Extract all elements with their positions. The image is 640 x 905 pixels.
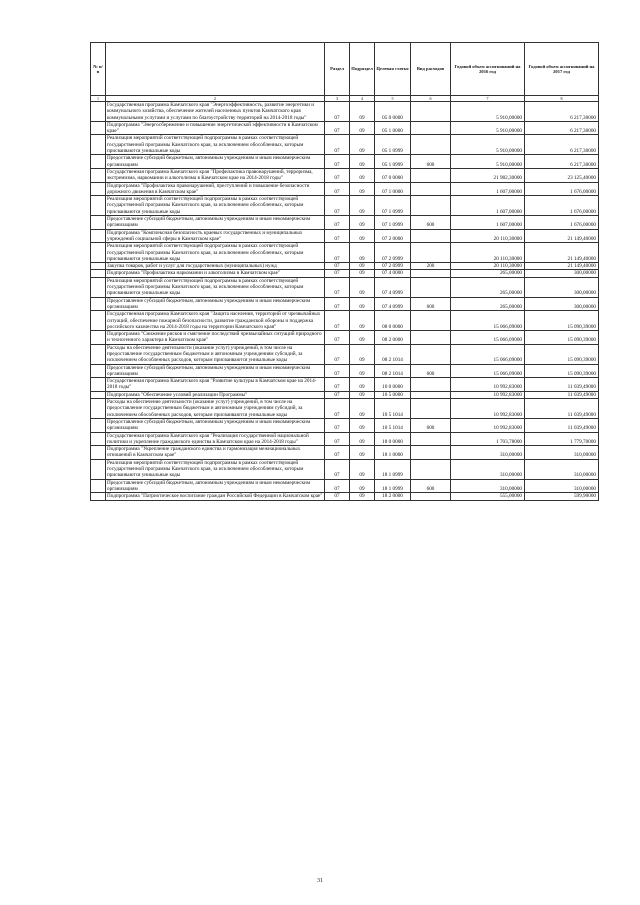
row-razdel: 07 [325, 182, 350, 196]
row-name: Реализация мероприятий соответствующей подпрограммы в рамках соответствующей государственной программы Камчатского края, за исключением обособленных, которым присваиваются уникальные коды [106, 277, 325, 297]
row-podrazdel: 09 [350, 229, 375, 243]
row-name: Предоставление субсидий бюджетным, автономным учреждениям и иным некоммерческим организациям [106, 216, 325, 230]
row-num-cell [91, 344, 106, 364]
table-row [91, 364, 599, 378]
row-podrazdel: 09 [350, 418, 375, 432]
row-csr: 07 2 0000 [375, 229, 411, 243]
row-vr [411, 459, 451, 479]
row-2016: 265,00000 [451, 297, 525, 311]
header-csr: Целевая статья [375, 43, 411, 96]
row-csr: 10 5 1014 [375, 399, 411, 419]
header-num: № п/п [91, 43, 106, 96]
row-razdel: 07 [325, 378, 350, 392]
row-2017: 6 217,30000 [525, 135, 599, 155]
colnum: 1 [91, 96, 106, 102]
row-name: Предоставление субсидий бюджетным, автономным учреждениям и иным некоммерческим организациям [106, 479, 325, 493]
row-2016: 15 066,09000 [451, 311, 525, 331]
row-2016: 20 110,30000 [451, 229, 525, 243]
row-vr [411, 135, 451, 155]
row-csr: 05 1 0999 [375, 135, 411, 155]
row-num-cell [91, 297, 106, 311]
row-2016: 1 703,78000 [451, 432, 525, 446]
row-name: Подпрограмма "Комплексная безопасность краевых государственных и муниципальных учреждений социальной сферы в Камчатском крае" [106, 229, 325, 243]
row-podrazdel: 09 [350, 182, 375, 196]
colnum: 7 [451, 96, 525, 102]
row-2017: 21 149,40000 [525, 263, 599, 270]
row-num-cell [91, 418, 106, 432]
table-row [91, 493, 599, 500]
row-num-cell [91, 391, 106, 398]
row-2016: 10 992,83000 [451, 399, 525, 419]
row-razdel: 07 [325, 446, 350, 460]
row-2017: 15 090,39000 [525, 331, 599, 345]
header-2016: Годовой объем ассигнований на 2016 год [451, 43, 525, 96]
row-name: Подпрограмма "Энергосбережение и повышение энергетической эффективности в Камчатском крае" [106, 121, 325, 135]
row-csr: 07 4 0999 [375, 297, 411, 311]
row-podrazdel: 09 [350, 364, 375, 378]
row-podrazdel: 09 [350, 263, 375, 270]
row-csr: 10 0 0000 [375, 378, 411, 392]
row-2016: 10 992,83000 [451, 378, 525, 392]
row-2016: 1 607,00000 [451, 182, 525, 196]
row-num-cell [91, 135, 106, 155]
row-razdel: 07 [325, 270, 350, 277]
row-csr: 18 1 0999 [375, 459, 411, 479]
table-row [91, 168, 599, 182]
row-razdel: 07 [325, 297, 350, 311]
row-csr: 07 1 0000 [375, 182, 411, 196]
row-2016: 310,00000 [451, 479, 525, 493]
row-num-cell [91, 270, 106, 277]
table-header-row [91, 43, 599, 96]
row-name: Предоставление субсидий бюджетным, автономным учреждениям и иным некоммерческим организациям [106, 418, 325, 432]
row-2016: 310,00000 [451, 446, 525, 460]
row-num-cell [91, 364, 106, 378]
row-num-cell [91, 182, 106, 196]
row-razdel: 07 [325, 311, 350, 331]
table-row [91, 391, 599, 398]
row-razdel: 07 [325, 364, 350, 378]
row-razdel: 07 [325, 432, 350, 446]
row-vr [411, 391, 451, 398]
row-name: Предоставление субсидий бюджетным, автономным учреждениям и иным некоммерческим организациям [106, 297, 325, 311]
row-name: Расходы на обеспечение деятельности (оказание услуг) учреждений, в том числе на предоставление государственным бюджетным и автономным учреждениям субсидий, за исключением обособленных расходов, которым присваиваются уникальные коды [106, 344, 325, 364]
row-vr: 600 [411, 479, 451, 493]
row-vr: 600 [411, 297, 451, 311]
row-vr [411, 331, 451, 345]
row-2016: 20 110,30000 [451, 263, 525, 270]
row-2017: 21 149,40000 [525, 229, 599, 243]
row-name: Государственная программа Камчатского края "Развитие культуры в Камчатском крае на 2014-2018 годы" [106, 378, 325, 392]
row-num-cell [91, 229, 106, 243]
colnum: 3 [325, 96, 350, 102]
table-row [91, 446, 599, 460]
row-name: Закупка товаров, работ и услуг для государственных (муниципальных) нужд [106, 263, 325, 270]
row-name: Подпрограмма "Профилактика наркомании и алкоголизма в Камчатском крае" [106, 270, 325, 277]
colnum: 4 [350, 96, 375, 102]
row-2016: 5 910,00000 [451, 135, 525, 155]
row-2016: 15 066,09000 [451, 344, 525, 364]
row-name: Реализация мероприятий соответствующей подпрограммы в рамках соответствующей государственной программы Камчатского края, за исключением обособленных, которым присваиваются уникальные коды [106, 196, 325, 216]
row-name: Подпрограмма "Укрепление гражданского единства и гармонизация межнациональных отношений в Камчатском крае" [106, 446, 325, 460]
row-podrazdel: 09 [350, 135, 375, 155]
row-razdel: 07 [325, 216, 350, 230]
row-razdel: 07 [325, 229, 350, 243]
row-2016: 5 910,00000 [451, 102, 525, 122]
row-num-cell [91, 378, 106, 392]
table-row [91, 135, 599, 155]
row-csr: 08 0 0000 [375, 311, 411, 331]
table-row [91, 243, 599, 263]
page-number: 31 [317, 878, 323, 884]
row-csr: 07 0 0000 [375, 168, 411, 182]
row-2017: 15 090,39000 [525, 364, 599, 378]
row-2016: 15 066,09000 [451, 331, 525, 345]
row-num-cell [91, 277, 106, 297]
row-2017: 15 090,39000 [525, 311, 599, 331]
row-podrazdel: 09 [350, 270, 375, 277]
row-2016: 21 982,30000 [451, 168, 525, 182]
row-2016: 10 992,83000 [451, 418, 525, 432]
row-podrazdel: 09 [350, 446, 375, 460]
row-csr: 07 4 0000 [375, 270, 411, 277]
row-2017: 11 039,49000 [525, 399, 599, 419]
colnum: 2 [106, 96, 325, 102]
row-csr: 08 2 1014 [375, 364, 411, 378]
row-razdel: 07 [325, 155, 350, 169]
row-num-cell [91, 216, 106, 230]
row-csr: 18 1 0000 [375, 446, 411, 460]
table-row [91, 311, 599, 331]
row-podrazdel: 09 [350, 168, 375, 182]
row-2016: 15 066,09000 [451, 364, 525, 378]
row-name: Подпрограмма "Обеспечение условий реализации Программы" [106, 391, 325, 398]
row-podrazdel: 09 [350, 311, 375, 331]
budget-table [90, 42, 599, 501]
row-podrazdel: 09 [350, 432, 375, 446]
row-csr: 08 2 1014 [375, 344, 411, 364]
row-vr [411, 243, 451, 263]
row-name: Подпрограмма "Снижение рисков и смягчение последствий чрезвычайных ситуаций природного и техногенного характера в Камчатском крае" [106, 331, 325, 345]
row-2017: 6 217,30000 [525, 155, 599, 169]
table-row [91, 418, 599, 432]
row-razdel: 07 [325, 263, 350, 270]
row-name: Государственная программа Камчатского края "Профилактика правонарушений, терроризма, экстремизма, наркомании и алкоголизма в Камчатском крае на 2014-2018 годы" [106, 168, 325, 182]
row-2016: 5 910,00000 [451, 121, 525, 135]
row-name: Государственная программа Камчатского края "Реализация государственной национальной политики и укрепление гражданского единства в Камчатском крае на 2014-2018 годы" [106, 432, 325, 446]
row-podrazdel: 09 [350, 216, 375, 230]
row-name: Реализация мероприятий соответствующей подпрограммы в рамках соответствующей государственной программы Камчатского края, за исключением обособленных, которым присваиваются уникальные коды [106, 243, 325, 263]
row-2016: 555,00000 [451, 493, 525, 500]
row-2017: 310,00000 [525, 479, 599, 493]
row-podrazdel: 09 [350, 102, 375, 122]
colnum: 8 [525, 96, 599, 102]
row-vr: 600 [411, 155, 451, 169]
row-num-cell [91, 446, 106, 460]
row-vr [411, 121, 451, 135]
row-name: Реализация мероприятий соответствующей подпрограммы в рамках соответствующей государственной программы Камчатского края, за исключением обособленных, которым присваиваются уникальные коды [106, 459, 325, 479]
row-num-cell [91, 399, 106, 419]
row-podrazdel: 09 [350, 391, 375, 398]
table-row [91, 216, 599, 230]
row-vr: 600 [411, 418, 451, 432]
row-razdel: 07 [325, 196, 350, 216]
row-razdel: 07 [325, 493, 350, 500]
row-2017: 1 779,70000 [525, 432, 599, 446]
table-row [91, 102, 599, 122]
table-row [91, 432, 599, 446]
row-name: Государственная программа Камчатского края "Энергоэффективность, развитие энергетики и коммунального хозяйства, обеспечение жителей населенных пунктов Камчатского края коммунальными услугами и услугами по благоустройству территорий на 2014-2018 годы" [106, 102, 325, 122]
row-2017: 310,00000 [525, 459, 599, 479]
row-vr [411, 102, 451, 122]
header-podrazdel: Подраздел [350, 43, 375, 96]
row-name: Государственная программа Камчатского края "Защита населения, территорий от чрезвычайных ситуаций, обеспечение пожарной безопасности, развитие гражданской обороны и поддержка российского казачества на 2014-2018 годы на территории Камчатского края" [106, 311, 325, 331]
row-num-cell [91, 479, 106, 493]
header-razdel: Раздел [325, 43, 350, 96]
row-2017: 300,00000 [525, 277, 599, 297]
row-name: Расходы на обеспечение деятельности (оказание услуг) учреждений, в том числе на предоставление государственным бюджетным и автономным учреждениям субсидий, за исключением обособленных расходов, которым присваиваются уникальные коды [106, 399, 325, 419]
row-razdel: 07 [325, 418, 350, 432]
row-csr: 07 2 0999 [375, 263, 411, 270]
table-row [91, 331, 599, 345]
row-num-cell [91, 102, 106, 122]
row-razdel: 07 [325, 277, 350, 297]
row-2017: 6 217,30000 [525, 121, 599, 135]
row-num-cell [91, 459, 106, 479]
header-name [106, 43, 325, 96]
row-name: Предоставление субсидий бюджетным, автономным учреждениям и иным некоммерческим организациям [106, 155, 325, 169]
row-num-cell [91, 155, 106, 169]
row-vr [411, 399, 451, 419]
colnum: 5 [375, 96, 411, 102]
row-podrazdel: 09 [350, 155, 375, 169]
table-row [91, 459, 599, 479]
table-row [91, 399, 599, 419]
table-row [91, 155, 599, 169]
row-2016: 1 607,00000 [451, 196, 525, 216]
row-podrazdel: 09 [350, 196, 375, 216]
row-vr [411, 182, 451, 196]
row-2016: 265,00000 [451, 270, 525, 277]
row-csr: 10 5 0000 [375, 391, 411, 398]
row-podrazdel: 09 [350, 493, 375, 500]
row-razdel: 07 [325, 135, 350, 155]
row-razdel: 07 [325, 391, 350, 398]
row-razdel: 07 [325, 243, 350, 263]
table-row [91, 121, 599, 135]
row-2017: 21 149,40000 [525, 243, 599, 263]
row-vr [411, 270, 451, 277]
row-podrazdel: 09 [350, 378, 375, 392]
row-num-cell [91, 121, 106, 135]
header-vr: Вид расходов [411, 43, 451, 96]
row-vr [411, 168, 451, 182]
row-podrazdel: 09 [350, 331, 375, 345]
row-csr: 07 2 0999 [375, 243, 411, 263]
row-razdel: 07 [325, 331, 350, 345]
row-2017: 1 676,00000 [525, 196, 599, 216]
row-csr: 18 0 0000 [375, 432, 411, 446]
row-2017: 11 039,49000 [525, 378, 599, 392]
row-num-cell [91, 243, 106, 263]
row-vr [411, 344, 451, 364]
row-2017: 1 676,00000 [525, 216, 599, 230]
row-podrazdel: 09 [350, 399, 375, 419]
row-vr: 600 [411, 216, 451, 230]
table-row [91, 270, 599, 277]
table-row [91, 297, 599, 311]
table-row [91, 277, 599, 297]
row-num-cell [91, 493, 106, 500]
row-2016: 5 910,00000 [451, 155, 525, 169]
row-vr [411, 277, 451, 297]
row-csr: 07 1 0999 [375, 216, 411, 230]
table-row [91, 378, 599, 392]
row-num-cell [91, 263, 106, 270]
row-csr: 10 5 1014 [375, 418, 411, 432]
row-vr [411, 493, 451, 500]
row-csr: 18 1 0999 [375, 479, 411, 493]
row-csr: 05 0 0000 [375, 102, 411, 122]
row-num-cell [91, 331, 106, 345]
table-row [91, 479, 599, 493]
row-2017: 23 125,40000 [525, 168, 599, 182]
row-csr: 05 1 0000 [375, 121, 411, 135]
row-podrazdel: 09 [350, 459, 375, 479]
row-name: Подпрограмма "Профилактика правонарушений, преступлений и повышение безопасности дорожного движения в Камчатском крае" [106, 182, 325, 196]
row-vr: 200 [411, 263, 451, 270]
row-2017: 11 039,49000 [525, 418, 599, 432]
row-vr: 600 [411, 364, 451, 378]
row-csr: 07 4 0999 [375, 277, 411, 297]
row-num-cell [91, 196, 106, 216]
row-num-cell [91, 432, 106, 446]
row-csr: 07 1 0999 [375, 196, 411, 216]
row-podrazdel: 09 [350, 297, 375, 311]
row-razdel: 07 [325, 399, 350, 419]
row-vr [411, 378, 451, 392]
row-2016: 265,00000 [451, 277, 525, 297]
row-csr: 08 2 0000 [375, 331, 411, 345]
row-name: Подпрограмма "Патриотическое воспитание граждан Российской Федерации в Камчатском крае" [106, 493, 325, 500]
row-2016: 310,00000 [451, 459, 525, 479]
row-name: Предоставление субсидий бюджетным, автономным учреждениям и иным некоммерческим организациям [106, 364, 325, 378]
row-2016: 1 607,00000 [451, 216, 525, 230]
row-podrazdel: 09 [350, 243, 375, 263]
row-vr [411, 196, 451, 216]
row-razdel: 07 [325, 121, 350, 135]
row-2017: 6 217,30000 [525, 102, 599, 122]
table-row [91, 229, 599, 243]
table-row [91, 344, 599, 364]
row-2016: 10 992,83000 [451, 391, 525, 398]
row-2017: 1 676,00000 [525, 182, 599, 196]
table-body [91, 102, 599, 501]
row-csr: 18 2 0000 [375, 493, 411, 500]
row-vr [411, 432, 451, 446]
row-2017: 15 090,39000 [525, 344, 599, 364]
table-row [91, 182, 599, 196]
header-2017: Годовой объем ассигнований на 2017 год [525, 43, 599, 96]
row-csr: 05 1 0999 [375, 155, 411, 169]
row-podrazdel: 09 [350, 121, 375, 135]
row-vr [411, 311, 451, 331]
row-razdel: 07 [325, 102, 350, 122]
row-razdel: 07 [325, 479, 350, 493]
row-num-cell [91, 168, 106, 182]
row-num-cell [91, 311, 106, 331]
table-row [91, 263, 599, 270]
row-podrazdel: 09 [350, 344, 375, 364]
table-row [91, 196, 599, 216]
row-razdel: 07 [325, 168, 350, 182]
row-podrazdel: 09 [350, 277, 375, 297]
row-2017: 310,00000 [525, 446, 599, 460]
colnum: 6 [411, 96, 451, 102]
row-razdel: 07 [325, 344, 350, 364]
row-2016: 20 110,30000 [451, 243, 525, 263]
row-razdel: 07 [325, 459, 350, 479]
row-2017: 300,00000 [525, 270, 599, 277]
budget-table-sheet [90, 42, 598, 501]
row-2017: 11 039,49000 [525, 391, 599, 398]
row-name: Реализация мероприятий соответствующей подпрограммы в рамках соответствующей государственной программы Камчатского края, за исключением обособленных, которым присваиваются уникальные коды [106, 135, 325, 155]
row-2017: 599,90000 [525, 493, 599, 500]
row-vr [411, 446, 451, 460]
row-vr [411, 229, 451, 243]
row-podrazdel: 09 [350, 479, 375, 493]
row-2017: 300,00000 [525, 297, 599, 311]
